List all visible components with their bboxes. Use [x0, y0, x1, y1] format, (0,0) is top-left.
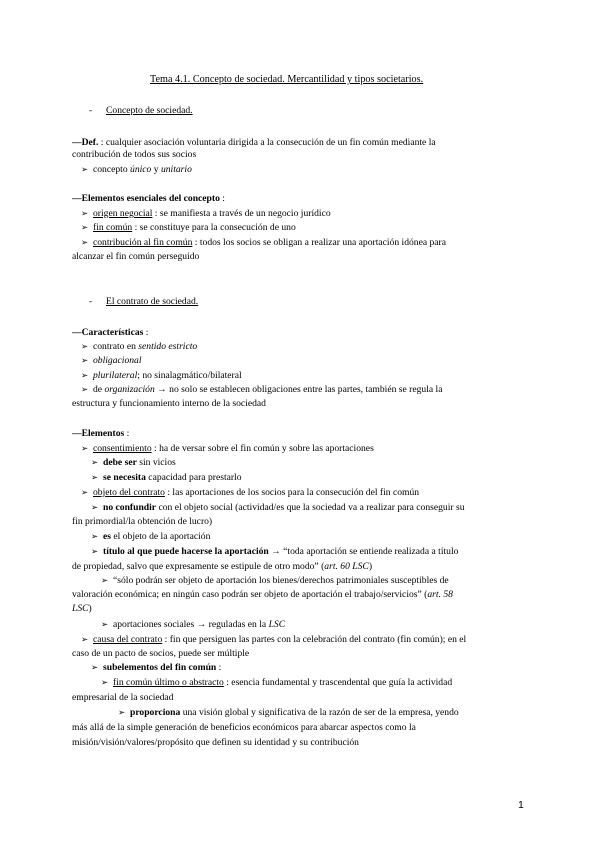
text: contrato en: [93, 341, 139, 352]
section-heading-concepto: [89, 105, 549, 117]
solo-podran-line-2: [72, 589, 532, 601]
bullet-objeto-contrato: [81, 487, 541, 499]
bullet-origen-negocial: [81, 208, 541, 220]
arrow-bullet-icon: ➢: [81, 488, 89, 498]
section-heading-contrato: [89, 296, 549, 308]
definition-line-2: contribución de todos sus socios: [72, 149, 197, 160]
arrow-bullet-icon: ➢: [101, 678, 109, 688]
text-underlined: contribución al fin común: [93, 237, 193, 248]
text-bold: no confundir: [103, 502, 157, 513]
bullet-consentimiento: [81, 443, 541, 455]
arrow-bullet-icon: ➢: [101, 620, 109, 630]
arrow-bullet-icon: ➢: [101, 576, 109, 586]
page-number: 1: [518, 799, 524, 811]
text: : todos los socios se obligan a realizar una aportación idónea para: [192, 237, 447, 248]
text: : se manifiesta a través de un negocio jurídico: [152, 208, 331, 219]
text: :: [124, 428, 130, 439]
proporciona-line-3: misión/visión/valores/propósito que definen su identidad y su contribución: [72, 737, 359, 748]
arrow-bullet-icon: ➢: [81, 385, 89, 395]
arrow-bullet-icon: ➢: [81, 165, 89, 175]
arrow-bullet-icon: ➢: [81, 342, 89, 352]
arrow-bullet-icon: ➢: [91, 532, 99, 542]
bullet-concepto: [81, 164, 541, 176]
caracteristicas-heading: [72, 327, 532, 339]
def-label: —Def.: [72, 137, 99, 148]
text: sin vicios: [136, 457, 176, 468]
text-italic: plurilateral: [93, 370, 138, 381]
text: :: [219, 193, 225, 204]
bullet-proporciona: [118, 707, 578, 719]
text: “sólo podrán ser objeto de aportación los bienes/derechos patrimoniales susceptibles de: [113, 575, 449, 586]
text-bold: se necesita: [103, 472, 146, 483]
text: → “toda aportación se entiende realizada a título: [268, 546, 459, 557]
text-italic: sentido estricto: [138, 341, 198, 352]
text: :: [143, 327, 149, 338]
causa-line-2: caso de un pacto de socios, puede ser múltiple: [72, 648, 250, 659]
section-heading-text: Concepto de sociedad.: [106, 105, 193, 116]
text-italic: LSC: [268, 619, 286, 630]
text-underlined: consentimiento: [93, 443, 152, 454]
arrow-bullet-icon: ➢: [81, 238, 89, 248]
titulo-line-2: [72, 561, 532, 573]
bullet-causa-contrato: [81, 634, 541, 646]
arrow-bullet-icon: ➢: [91, 458, 99, 468]
text-italic: unitario: [160, 164, 192, 175]
bullet-debe-ser: [91, 457, 551, 469]
text: ): [88, 603, 92, 614]
elementos-contrato-heading: [72, 428, 532, 440]
bullet-obligacional: [81, 355, 541, 367]
text: ): [368, 561, 373, 572]
text-underlined: fin común: [93, 222, 133, 233]
text: : fin que persiguen las partes con la celebración del contrato (fin común); en el: [162, 634, 467, 645]
definition-line: [72, 137, 532, 149]
arrow-bullet-icon: ➢: [81, 223, 89, 233]
text-bold: proporciona: [130, 707, 181, 718]
text: de propiedad, salvo que expresamente se estipule de otro modo” (: [72, 561, 325, 572]
text: : ha de versar sobre el fin común y sobre las aportaciones: [151, 443, 374, 454]
text: el objeto de la aportación: [111, 531, 211, 542]
bullet-plurilateral: [81, 370, 541, 382]
text-italic: único: [130, 164, 152, 175]
text: con el objeto social (actividad/es que la sociedad va a realizar para conseguir su: [156, 502, 465, 513]
bullet-sentido-estricto: [81, 341, 541, 353]
bullet-organizacion: [81, 384, 541, 396]
text-underlined: causa del contrato: [93, 634, 163, 645]
text: :: [216, 662, 222, 673]
text-bold: subelementos del fin común: [103, 662, 217, 673]
elementos-label: —Elementos: [72, 428, 125, 439]
arrow-bullet-icon: ➢: [118, 708, 126, 718]
bullet-no-confundir: [91, 502, 551, 514]
text-underlined: objeto del contrato: [93, 487, 165, 498]
text: → no solo se establecen obligaciones entre las partes, también se regula la: [154, 384, 443, 395]
bullet-fin-ultimo: [101, 677, 561, 689]
caracteristicas-label: —Características: [72, 327, 144, 338]
arrow-bullet-icon: ➢: [91, 663, 99, 673]
text-bold: es: [103, 531, 111, 542]
arrow-bullet-icon: ➢: [91, 503, 99, 513]
arrow-bullet-icon: ➢: [91, 473, 99, 483]
arrow-bullet-icon: ➢: [91, 547, 99, 557]
text: una visión global y significativa de la razón de ser de la empresa, yendo: [180, 707, 459, 718]
organizacion-line-2: estructura y funcionamiento interno de la sociedad: [72, 398, 266, 409]
arrow-bullet-icon: ➢: [81, 209, 89, 219]
text: capacidad para prestarlo: [145, 472, 242, 483]
arrow-bullet-icon: ➢: [81, 444, 89, 454]
text: valoración económica; en ningún caso podrán ser objeto de aportación el trabajo/servicios” (: [72, 589, 428, 600]
text: concepto: [93, 164, 131, 175]
bullet-fin-comun: [81, 222, 541, 234]
page-title: Tema 4.1. Concepto de sociedad. Mercantilidad y tipos societarios.: [150, 74, 424, 85]
text: de: [93, 384, 105, 395]
bullet-se-necesita: [91, 472, 551, 484]
text-italic: art. 60 LSC: [324, 561, 369, 572]
text: : se constituye para la consecución de uno: [132, 222, 296, 233]
arrow-bullet-icon: ➢: [81, 371, 89, 381]
bullet-aportaciones-sociales: [101, 619, 561, 631]
text-italic: art. 58: [427, 589, 453, 600]
elementos-heading: [72, 193, 532, 205]
elementos-label: —Elementos esenciales del concepto: [72, 193, 220, 204]
section-heading-text: El contrato de sociedad.: [106, 296, 199, 307]
bullet-subelementos: [91, 662, 551, 674]
bullet-contribucion: [81, 237, 541, 249]
proporciona-line-2: más allá de la simple generación de beneficios económicos para abarcar aspectos como la: [72, 722, 416, 733]
no-confundir-line-2: fin primordial/la obtención de lucro): [72, 516, 213, 527]
bullet-titulo-aportacion: [91, 546, 551, 558]
bullet-es-objeto: [91, 531, 551, 543]
text: ; no sinalagmático/bilateral: [137, 370, 242, 381]
contribucion-line-2: alcanzar el fin común perseguido: [72, 251, 200, 262]
text: : esencia fundamental y trascendental que guía la actividad: [223, 677, 453, 688]
text-underlined: fin común último o abstracto: [113, 677, 224, 688]
def-text: : cualquier asociación voluntaria dirigida a la consecución de un fin común mediante la: [98, 137, 436, 148]
bullet-solo-podran: [101, 575, 561, 587]
arrow-bullet-icon: ➢: [81, 635, 89, 645]
text-italic: obligacional: [93, 355, 142, 366]
text-italic: LSC: [72, 603, 89, 614]
fin-ultimo-line-2: empresarial de la sociedad: [72, 692, 174, 703]
text: : las aportaciones de los socios para la consecución del fin común: [164, 487, 420, 498]
text-italic: organización: [104, 384, 155, 395]
dash-bullet: -: [89, 105, 93, 116]
text: aportaciones sociales → reguladas en la: [113, 619, 269, 630]
text: y: [151, 164, 161, 175]
text-underlined: origen negocial: [93, 208, 153, 219]
text-bold: debe ser: [103, 457, 137, 468]
dash-bullet: -: [89, 296, 93, 307]
solo-podran-line-3: [72, 603, 532, 615]
text-bold: título al que puede hacerse la aportación: [103, 546, 269, 557]
arrow-bullet-icon: ➢: [81, 356, 89, 366]
